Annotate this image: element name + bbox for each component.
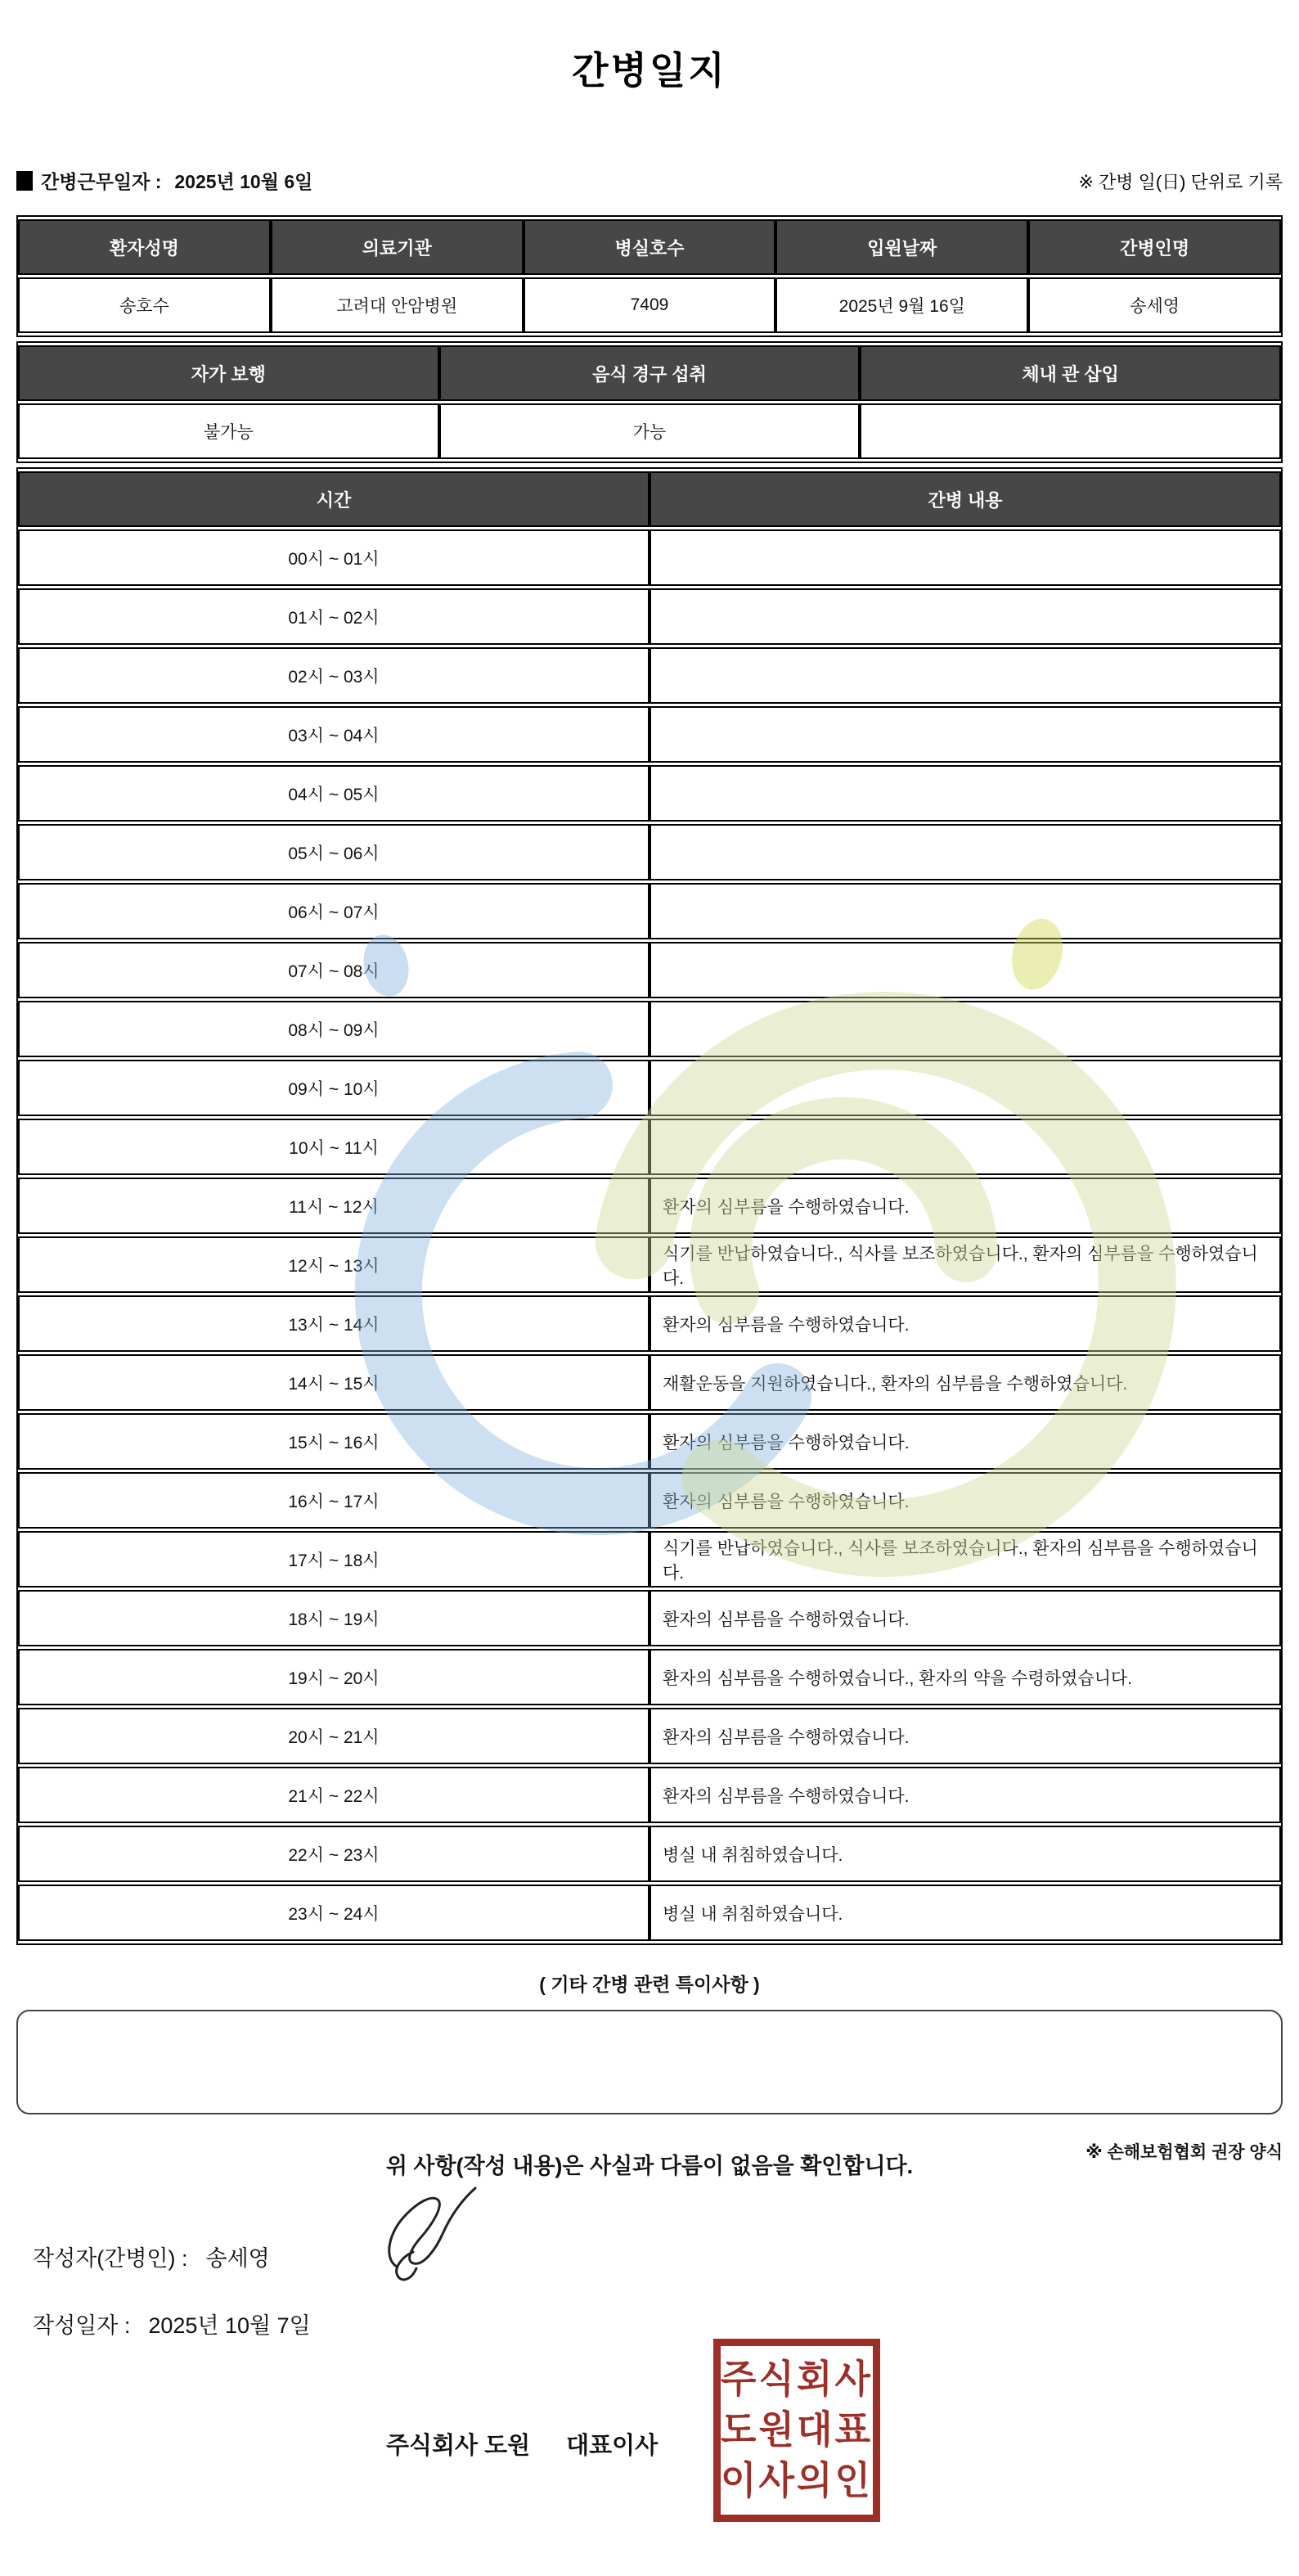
info-value-row [18,277,1281,333]
work-date-value: 2025년 10월 6일 [174,171,313,192]
tube-status [860,403,1281,459]
written-date-label: 작성일자 : [33,2313,131,2338]
company-line [386,2427,658,2461]
care-row [18,824,1281,880]
info-header-hospital: 의료기관 [271,219,524,275]
care-content: 식기를 반납하였습니다., 식사를 보조하였습니다., 환자의 심부름을 수행하였습니다. [650,1531,1281,1587]
time-slot: 09시 ~ 10시 [18,1060,650,1116]
care-row [18,1826,1281,1882]
info-header-patient-name: 환자성명 [18,219,271,275]
care-content: 병실 내 취침하였습니다. [650,1885,1281,1941]
time-slot: 08시 ~ 09시 [18,1001,650,1057]
care-content: 환자의 심부름을 수행하였습니다. [650,1178,1281,1234]
time-slot: 16시 ~ 17시 [18,1472,650,1529]
hospital-name: 고려대 안암병원 [271,277,524,333]
work-date-label: 간병근무일자 : [41,171,162,192]
time-slot: 12시 ~ 13시 [18,1236,650,1293]
time-slot: 07시 ~ 08시 [18,942,650,998]
care-content [650,883,1281,939]
form-note: ※ 손해보험협회 권장 양식 [1085,2143,1283,2162]
care-log-table [16,467,1283,1945]
special-notes-title: ( 기타 간병 관련 특이사항 ) [539,1974,760,1995]
care-content [650,765,1281,822]
care-content: 환자의 심부름을 수행하였습니다. [650,1590,1281,1646]
time-slot: 00시 ~ 01시 [18,529,650,586]
time-slot: 19시 ~ 20시 [18,1649,650,1705]
care-row [18,1354,1281,1411]
care-content [650,706,1281,763]
info-header-caregiver: 간병인명 [1028,219,1281,275]
care-content [650,588,1281,645]
time-slot: 04시 ~ 05시 [18,765,650,822]
care-header-content: 간병 내용 [650,471,1281,527]
care-row [18,1413,1281,1470]
stamp-text-row: 도원대표 [721,2407,873,2452]
oral-intake-status: 가능 [439,403,861,459]
work-date-line [16,167,312,194]
writer-line [33,2240,270,2272]
care-content [650,942,1281,998]
care-row [18,1472,1281,1529]
time-slot: 11시 ~ 12시 [18,1178,650,1234]
info-header-admission-date: 입원날짜 [775,219,1028,275]
caregiver-name: 송세영 [1028,277,1281,333]
care-row [18,647,1281,704]
writer-name: 송세영 [205,2246,270,2271]
care-content [650,647,1281,704]
walking-status: 불가능 [18,403,439,459]
status-header-row [18,345,1281,401]
time-slot: 22시 ~ 23시 [18,1826,650,1882]
written-date-value: 2025년 10월 7일 [148,2313,311,2338]
page-title: 간병일지 [572,49,727,92]
care-row [18,1531,1281,1587]
care-header-row [18,471,1281,527]
care-content: 환자의 심부름을 수행하였습니다. [650,1708,1281,1764]
time-slot: 01시 ~ 02시 [18,588,650,645]
care-row [18,765,1281,822]
signature-scribble [372,2186,503,2293]
care-header-time: 시간 [18,471,650,527]
care-content [650,824,1281,880]
writer-label: 작성자(간병인) : [33,2246,188,2271]
black-square-bullet-icon [16,171,33,191]
time-slot: 21시 ~ 22시 [18,1767,650,1823]
time-slot: 15시 ~ 16시 [18,1413,650,1470]
time-slot: 06시 ~ 07시 [18,883,650,939]
care-content: 환자의 심부름을 수행하였습니다., 환자의 약을 수령하였습니다. [650,1649,1281,1705]
care-content [650,1001,1281,1057]
time-slot: 23시 ~ 24시 [18,1885,650,1941]
info-header-room: 병실호수 [524,219,776,275]
time-slot: 17시 ~ 18시 [18,1531,650,1587]
care-content: 식기를 반납하였습니다., 식사를 보조하였습니다., 환자의 심부름을 수행하였습니다. [650,1236,1281,1293]
meta-line [16,167,1283,194]
time-slot: 10시 ~ 11시 [18,1119,650,1175]
care-row [18,1708,1281,1764]
care-content: 환자의 심부름을 수행하였습니다. [650,1472,1281,1529]
care-content: 재활운동을 지원하였습니다., 환자의 심부름을 수행하였습니다. [650,1354,1281,1411]
care-content [650,529,1281,586]
care-row [18,1590,1281,1646]
stamp-text-row: 주식회사 [721,2357,873,2402]
care-row [18,1001,1281,1057]
care-row [18,1649,1281,1705]
time-slot: 05시 ~ 06시 [18,824,650,880]
confirmation-statement: 위 사항(작성 내용)은 사실과 다름이 없음을 확인합니다. [385,2154,914,2178]
stamp-text-row: 이사의인 [721,2458,873,2503]
care-row [18,1236,1281,1293]
time-slot: 18시 ~ 19시 [18,1590,650,1646]
care-row [18,883,1281,939]
time-slot: 20시 ~ 21시 [18,1708,650,1764]
care-row [18,1885,1281,1941]
time-slot: 02시 ~ 03시 [18,647,650,704]
care-row [18,1060,1281,1116]
time-slot: 03시 ~ 04시 [18,706,650,763]
care-row [18,588,1281,645]
care-row [18,1295,1281,1352]
care-content: 환자의 심부름을 수행하였습니다. [650,1413,1281,1470]
care-row [18,1178,1281,1234]
room-number: 7409 [524,277,776,333]
care-row [18,1119,1281,1175]
time-slot: 13시 ~ 14시 [18,1295,650,1352]
patient-name: 송호수 [18,277,271,333]
written-date-line [33,2308,311,2340]
company-role: 대표이사 [566,2433,658,2459]
special-notes-box[interactable] [16,2010,1283,2114]
status-header-tube: 체내 관 삽입 [860,345,1281,401]
status-header-walking: 자가 보행 [18,345,439,401]
time-slot: 14시 ~ 15시 [18,1354,650,1411]
care-content: 병실 내 취침하였습니다. [650,1826,1281,1882]
status-value-row [18,403,1281,459]
unit-note: ※ 간병 일(日) 단위로 기록 [1078,172,1283,192]
corporate-seal-stamp [713,2339,880,2522]
care-row [18,706,1281,763]
company-name: 주식회사 도원 [386,2433,531,2459]
care-content: 환자의 심부름을 수행하였습니다. [650,1295,1281,1352]
info-header-row [18,219,1281,275]
care-content [650,1119,1281,1175]
care-content [650,1060,1281,1116]
patient-status-table [16,341,1283,463]
care-content: 환자의 심부름을 수행하였습니다. [650,1767,1281,1823]
patient-info-table [16,215,1283,337]
admission-date: 2025년 9월 16일 [775,277,1028,333]
care-row [18,529,1281,586]
care-row [18,942,1281,998]
status-header-oral-intake: 음식 경구 섭취 [439,345,861,401]
care-row [18,1767,1281,1823]
